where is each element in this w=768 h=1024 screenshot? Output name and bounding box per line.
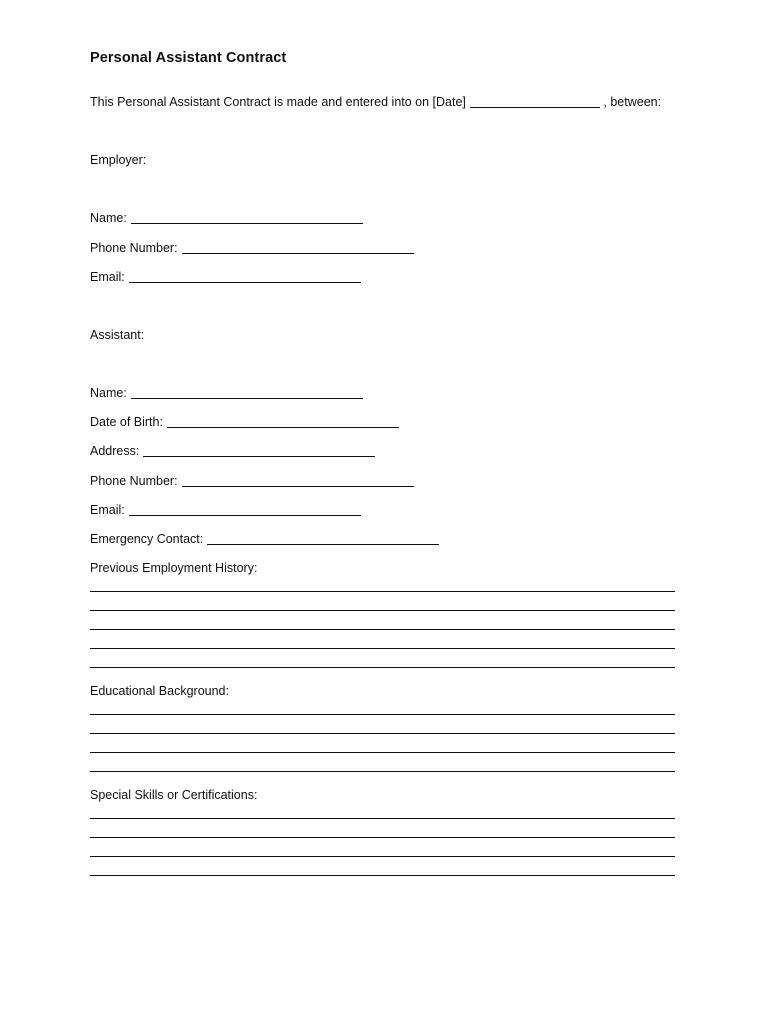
- intro-suffix: , between:: [603, 95, 662, 109]
- employment-history-line[interactable]: [90, 610, 675, 611]
- assistant-heading: Assistant:: [90, 328, 145, 342]
- skills-line[interactable]: [90, 818, 675, 819]
- skills-line[interactable]: [90, 856, 675, 857]
- employment-history-line[interactable]: [90, 591, 675, 592]
- employer-name-blank[interactable]: [131, 211, 363, 224]
- assistant-email-blank[interactable]: [129, 503, 361, 516]
- employment-history-line[interactable]: [90, 629, 675, 630]
- assistant-name-row: [90, 385, 363, 401]
- date-blank[interactable]: [470, 95, 600, 108]
- intro-line: [90, 94, 661, 110]
- assistant-dob-row: [90, 414, 399, 430]
- skills-line[interactable]: [90, 837, 675, 838]
- education-line[interactable]: [90, 771, 675, 772]
- education-line[interactable]: [90, 714, 675, 715]
- intro-text: This Personal Assistant Contract is made and entered into on [Date]: [90, 95, 466, 109]
- assistant-address-label: Address:: [90, 444, 140, 458]
- education-line[interactable]: [90, 733, 675, 734]
- assistant-dob-label: Date of Birth:: [90, 415, 163, 429]
- employer-phone-row: [90, 240, 414, 256]
- assistant-dob-blank[interactable]: [167, 415, 399, 428]
- assistant-phone-row: [90, 473, 414, 489]
- assistant-phone-label: Phone Number:: [90, 474, 178, 488]
- employer-email-blank[interactable]: [129, 270, 361, 283]
- assistant-name-blank[interactable]: [131, 386, 363, 399]
- employer-email-row: [90, 269, 361, 285]
- assistant-emergency-label: Emergency Contact:: [90, 532, 204, 546]
- assistant-address-row: [90, 443, 375, 459]
- employer-phone-blank[interactable]: [182, 241, 414, 254]
- education-line[interactable]: [90, 752, 675, 753]
- employer-email-label: Email:: [90, 270, 125, 284]
- document-title: Personal Assistant Contract: [90, 50, 287, 66]
- skills-heading: Special Skills or Certifications:: [90, 788, 258, 802]
- employment-history-line[interactable]: [90, 667, 675, 668]
- assistant-emergency-row: [90, 531, 439, 547]
- employer-name-row: [90, 210, 363, 226]
- assistant-emergency-blank[interactable]: [207, 532, 439, 545]
- assistant-address-blank[interactable]: [143, 444, 375, 457]
- employer-heading: Employer:: [90, 153, 147, 167]
- education-heading: Educational Background:: [90, 684, 229, 698]
- assistant-name-label: Name:: [90, 386, 127, 400]
- employer-name-label: Name:: [90, 211, 127, 225]
- assistant-email-row: [90, 502, 361, 518]
- skills-line[interactable]: [90, 875, 675, 876]
- employment-history-heading: Previous Employment History:: [90, 561, 258, 575]
- employer-phone-label: Phone Number:: [90, 241, 178, 255]
- assistant-phone-blank[interactable]: [182, 474, 414, 487]
- employment-history-line[interactable]: [90, 648, 675, 649]
- assistant-email-label: Email:: [90, 503, 125, 517]
